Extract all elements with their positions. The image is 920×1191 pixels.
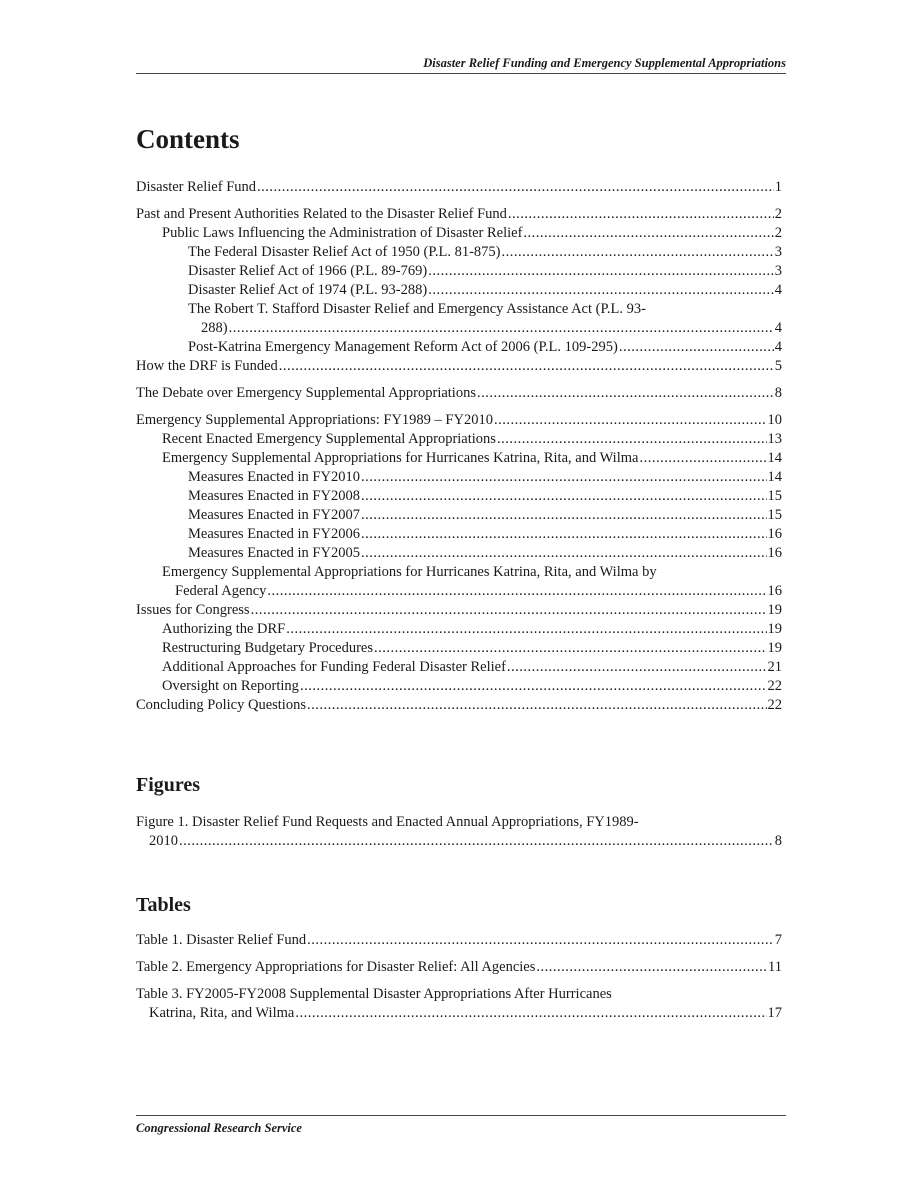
toc-entry[interactable] xyxy=(136,357,782,376)
toc-entry-title: The Debate over Emergency Supplemental Appropriations xyxy=(136,385,476,401)
figure-entry[interactable] xyxy=(136,813,782,851)
toc-entry[interactable] xyxy=(136,338,782,357)
table-entry-title: Table 3. FY2005-FY2008 Supplemental Disaster Appropriations After Hurricanes xyxy=(136,986,612,1002)
toc-entry-title: Recent Enacted Emergency Supplemental Appropriations xyxy=(162,431,496,447)
toc-entry-page: 4 xyxy=(774,339,782,355)
toc-entry[interactable] xyxy=(136,430,782,449)
toc-entry[interactable] xyxy=(136,281,782,300)
toc-entry-title: Measures Enacted in FY2010 xyxy=(188,469,360,485)
toc-entry[interactable] xyxy=(136,243,782,262)
toc-entry-title: How the DRF is Funded xyxy=(136,358,278,374)
toc-entry-title: Restructuring Budgetary Procedures xyxy=(162,640,374,656)
toc-entry[interactable] xyxy=(136,384,782,403)
toc-entry-title: Concluding Policy Questions xyxy=(136,697,306,713)
toc-entry[interactable] xyxy=(136,677,782,696)
toc-entry-page: 22 xyxy=(767,697,782,713)
toc-entry-page: 4 xyxy=(774,282,782,298)
figure-entry-title: Figure 1. Disaster Relief Fund Requests and Enacted Annual Appropriations, FY1989- xyxy=(136,814,639,830)
toc-entry-page: 15 xyxy=(767,507,782,523)
toc-entry-page: 8 xyxy=(774,385,782,401)
toc-entry-page: 16 xyxy=(767,545,782,561)
toc-entry-title: Disaster Relief Act of 1974 (P.L. 93-288) xyxy=(188,282,428,298)
tables-list xyxy=(136,931,782,1023)
toc-entry-title: Emergency Supplemental Appropriations: FY1989 – FY2010 xyxy=(136,412,493,428)
toc-entry[interactable] xyxy=(136,658,782,677)
toc-entry-page: 1 xyxy=(774,179,782,195)
toc-entry-page: 14 xyxy=(767,469,782,485)
toc-entry[interactable] xyxy=(136,620,782,639)
toc-entry-title: The Federal Disaster Relief Act of 1950 (P.L. 81-875) xyxy=(188,244,501,260)
toc-entry-title: Disaster Relief Act of 1966 (P.L. 89-769) xyxy=(188,263,428,279)
toc-entry-page: 13 xyxy=(767,431,782,447)
figure-entry-page: 8 xyxy=(774,833,782,849)
toc-entry[interactable] xyxy=(136,468,782,487)
toc-entry-page: 2 xyxy=(774,225,782,241)
contents-heading: Contents xyxy=(136,124,240,154)
running-header: Disaster Relief Funding and Emergency Supplemental Appropriations xyxy=(136,55,786,74)
toc-entry[interactable] xyxy=(136,205,782,224)
toc-entry-title: Public Laws Influencing the Administration of Disaster Relief xyxy=(162,225,523,241)
figures-list xyxy=(136,813,782,851)
table-entry-page: 7 xyxy=(774,932,782,948)
toc-entry-page: 21 xyxy=(767,659,782,675)
running-footer: Congressional Research Service xyxy=(136,1115,786,1136)
toc-entry-page: 2 xyxy=(774,206,782,222)
toc-entry-page: 16 xyxy=(767,583,782,599)
table-entry[interactable] xyxy=(136,931,782,950)
toc-entry-title: Oversight on Reporting xyxy=(162,678,299,694)
toc-entry-page: 19 xyxy=(767,602,782,618)
table-entry[interactable] xyxy=(136,985,782,1023)
toc-entry-title: Issues for Congress xyxy=(136,602,250,618)
toc-entry[interactable] xyxy=(136,487,782,506)
toc-entry-page: 19 xyxy=(767,621,782,637)
toc-entry[interactable] xyxy=(136,411,782,430)
tables-heading: Tables xyxy=(136,894,191,916)
toc-entry-title: Measures Enacted in FY2006 xyxy=(188,526,360,542)
toc-entry-page: 3 xyxy=(774,263,782,279)
toc-entry[interactable] xyxy=(136,449,782,468)
toc-entry-page: 4 xyxy=(774,320,782,336)
toc-entry[interactable] xyxy=(136,544,782,563)
toc-entry[interactable] xyxy=(136,525,782,544)
toc-entry-title: Post-Katrina Emergency Management Reform Act of 2006 (P.L. 109-295) xyxy=(188,339,618,355)
toc-entry-page: 10 xyxy=(767,412,782,428)
table-entry-title: Table 1. Disaster Relief Fund xyxy=(136,932,307,948)
toc-entry[interactable] xyxy=(136,639,782,658)
toc-entry-title: Authorizing the DRF xyxy=(162,621,286,637)
toc-entry-page: 16 xyxy=(767,526,782,542)
toc-entry-title: Emergency Supplemental Appropriations for Hurricanes Katrina, Rita, and Wilma xyxy=(162,450,639,466)
toc-entry-title: Measures Enacted in FY2007 xyxy=(188,507,360,523)
toc-entry[interactable] xyxy=(136,601,782,620)
toc-entry-title-cont: 288) xyxy=(201,320,228,336)
toc-entry[interactable] xyxy=(136,224,782,243)
toc-entry-page: 14 xyxy=(767,450,782,466)
toc-entry[interactable] xyxy=(136,563,782,601)
toc-entry[interactable] xyxy=(136,506,782,525)
toc-entry-page: 5 xyxy=(774,358,782,374)
toc-entry-title: Additional Approaches for Funding Federal Disaster Relief xyxy=(162,659,506,675)
toc-entry-page: 15 xyxy=(767,488,782,504)
figures-heading: Figures xyxy=(136,774,201,796)
toc-entry[interactable] xyxy=(136,262,782,281)
toc-entry-title: The Robert T. Stafford Disaster Relief and Emergency Assistance Act (P.L. 93- xyxy=(188,301,646,317)
toc-entry-title: Past and Present Authorities Related to the Disaster Relief Fund xyxy=(136,206,507,222)
table-entry-page: 11 xyxy=(768,959,782,975)
table-entry-title-cont: Katrina, Rita, and Wilma xyxy=(149,1005,295,1021)
contents-list xyxy=(136,178,782,715)
toc-entry-page: 19 xyxy=(767,640,782,656)
toc-entry-page: 22 xyxy=(767,678,782,694)
toc-entry-title: Measures Enacted in FY2008 xyxy=(188,488,360,504)
table-entry[interactable] xyxy=(136,958,782,977)
table-entry-title: Table 2. Emergency Appropriations for Disaster Relief: All Agencies xyxy=(136,959,536,975)
toc-entry-title: Emergency Supplemental Appropriations for Hurricanes Katrina, Rita, and Wilma by xyxy=(162,564,657,580)
toc-entry-title-cont: Federal Agency xyxy=(175,583,267,599)
table-entry-page: 17 xyxy=(767,1005,782,1021)
toc-entry[interactable] xyxy=(136,696,782,715)
toc-entry-page: 3 xyxy=(774,244,782,260)
toc-entry-title: Disaster Relief Fund xyxy=(136,179,257,195)
toc-entry[interactable] xyxy=(136,178,782,197)
toc-entry[interactable] xyxy=(136,300,782,338)
toc-entry-title: Measures Enacted in FY2005 xyxy=(188,545,360,561)
figure-entry-title-cont: 2010 xyxy=(149,833,178,849)
